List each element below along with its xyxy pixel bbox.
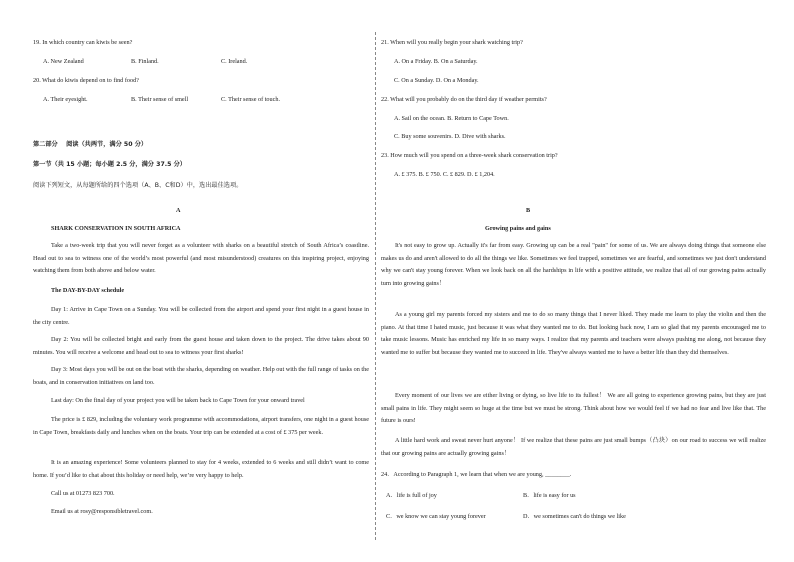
q19-option-c: C. Ireland. [221, 58, 248, 65]
q24-option-a: A．life is full of joy [386, 492, 437, 499]
q20-option-a: A. Their eyesight. [43, 96, 88, 103]
q19-stem: 19. In which country can kiwis be seen? [33, 39, 133, 46]
passage-b-title: Growing pains and gains [485, 225, 551, 232]
contact-email: Email us at rosy@responsibletravel.com. [51, 508, 153, 515]
passage-a-intro: Take a two-week trip that you will never forget as a volunteer with sharks on a beautiful stretch of South Africa’s coastline. Head out to sea to witness one of the world’s most powerful (and most misunderstood) creatures on this inspiring project, enjoying watching them from both above and below water. [33, 242, 369, 274]
q21-stem: 21. When will you really begin your shark watching trip? [381, 39, 523, 46]
q24-option-b: B．life is easy for us [523, 492, 576, 499]
q20-stem: 20. What do kiwis depend on to find food? [33, 77, 139, 84]
schedule-day3: Day 3: Most days you will be out on the boat with the sharks, depending on weather. Help out with the full range of tasks on the boats, and in conservation initiatives on land too. [33, 366, 369, 386]
amazing-paragraph: It is an amazing experience! Some volunteers planned to stay for 4 weeks, extended to 6 weeks and still didn’t want to come home. If you’d like to chat about this holiday or need help, we’re very happy to help. [33, 459, 369, 479]
q23-stem: 23. How much will you spend on a three-week shark conservation trip? [381, 152, 558, 159]
contact-phone: Call us at 01273 823 700. [51, 490, 115, 497]
passage-b-p1: It's not easy to grow up. Actually it's far from easy. Growing up can be a real "pain" for some of us. We are always doing things that someone else makes us do and aren't allowed to do all the things we like. Sometimes we feel trapped, sometimes we are fearful, and sometimes we just don't understand why we can't stay young forever. When we look back on all the hardships in life with a positive attitude, we realize that all of our growing pains actually turn into growing gains！ [381, 242, 766, 287]
passage-b-p3: Every moment of our lives we are either living or dying, so live life to its fullest！ We are all going to experience growing pains, but they are just small pains in life. They might seem so huge at the time but we must be strong. Think about how we would feel if we had no fear and live like that. The future is ours! [381, 392, 766, 424]
passage-a-title: SHARK CONSERVATION IN SOUTH AFRICA [51, 225, 181, 232]
q20-option-c: C. Their sense of touch. [221, 96, 280, 103]
instruction: 阅读下列短文，从每题所给的四个选项（A、B、C和D）中，选出最佳选项。 [33, 182, 243, 189]
section-title: 第二部分 阅读（共两节，满分 50 分） [33, 141, 148, 148]
q19-option-b: B. Finland. [131, 58, 159, 65]
column-divider [375, 32, 376, 540]
passage-b-letter: B [526, 207, 531, 214]
price-paragraph: The price is £ 829, including the voluntary work programme with accommodations, airport transfers, one night in a guest house in Cape Town, breakfasts daily and lunches when on the boats. Your trip can be extended at a cost of £ 375 per week. [33, 416, 369, 436]
q24-stem: 24．According to Paragraph 1, we learn that when we are young, ________. [381, 471, 572, 478]
schedule-day1: Day 1: Arrive in Cape Town on a Sunday. You will be collected from the airport and spend your first night in a guest house in the city centre. [33, 306, 369, 326]
schedule-day2: Day 2: You will be collected bright and early from the guest house and taken down to the project. The drive takes about 90 minutes. You will receive a welcome and head out to sea to witness your first sharks! [33, 336, 369, 356]
q22-stem: 22. What will you probably do on the third day if weather permits? [381, 96, 547, 103]
q20-option-b: B. Their sense of smell [131, 96, 189, 103]
q22-options-cd: C. Buy some souvenirs. D. Dive with sharks. [394, 133, 506, 140]
passage-b-p2: As a young girl my parents forced my sisters and me to do so many things that I never liked. They made me learn to play the violin and then the piano. At that time I hated music, just because it was what they wanted me to do. But looking back now, I am so glad that my parents encouraged me to take music lessons. Music has enriched my life in so many ways. I realize that my parents and teachers were always pushing me along, not because they wanted me to suffer but because they wanted me to succeed in life. They've always wanted me to have a better life than they did themselves. [381, 311, 766, 356]
passage-a-letter: A [176, 207, 181, 214]
q21-options-ab: A. On a Friday. B. On a Saturday. [394, 58, 478, 65]
schedule-last-day: Last day: On the final day of your project you will be taken back to Cape Town for your onward travel [51, 397, 305, 404]
q21-options-cd: C. On a Sunday. D. On a Monday. [394, 77, 479, 84]
q19-option-a: A. New Zealand [43, 58, 84, 65]
passage-b-p4: A little hard work and sweat never hurt anyone！ If we realize that these pains are just small bumps（凸块）on our road to success we will realize that our growing pains are actually growing gains！ [381, 437, 766, 457]
q22-options-ab: A. Sail on the ocean. B. Return to Cape Town. [394, 115, 509, 122]
subsection-title: 第一节（共 15 小题；每小题 2.5 分，满分 37.5 分） [33, 161, 186, 168]
schedule-title: The DAY-BY-DAY schedule [51, 287, 125, 294]
q24-option-d: D．we sometimes can't do things we like [523, 513, 626, 520]
q24-option-c: C．we know we can stay young forever [386, 513, 486, 520]
q23-options: A. £ 375. B. £ 750. C. £ 829. D. £ 1,204. [394, 171, 495, 178]
